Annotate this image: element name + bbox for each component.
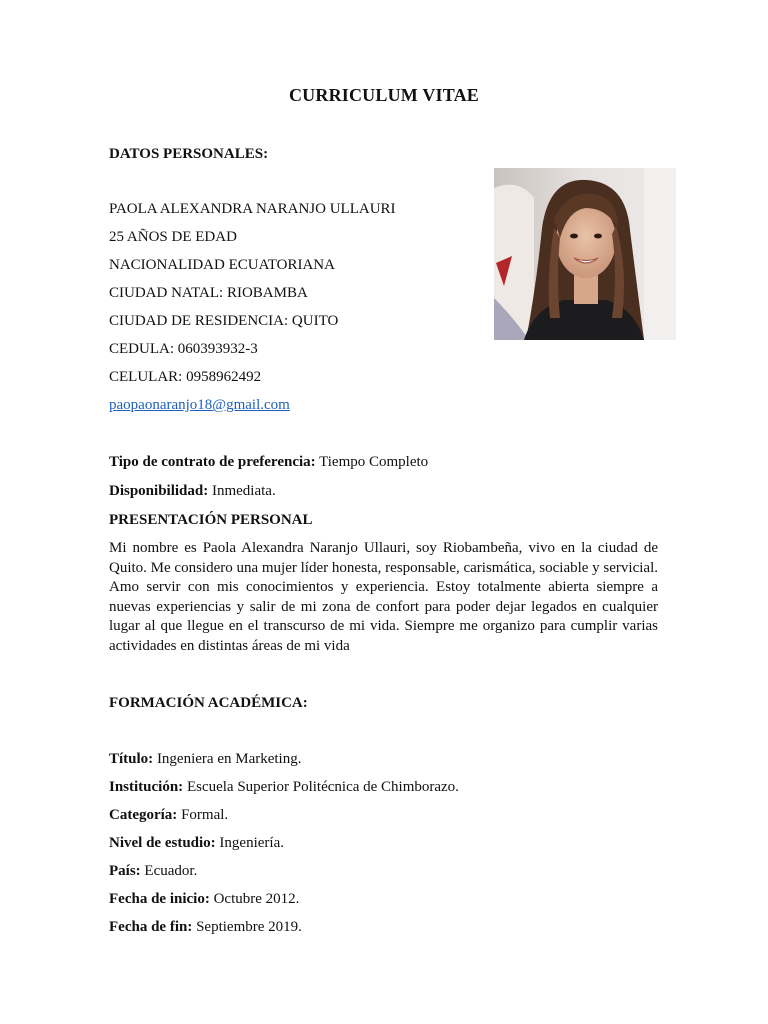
birth-city: CIUDAD NATAL: RIOBAMBA: [109, 285, 308, 301]
education-level: [109, 833, 284, 853]
contract-type-value: Tiempo Completo: [315, 454, 429, 470]
education-field-label: Fecha de fin:: [109, 919, 193, 935]
education-field-label: Fecha de inicio:: [109, 891, 210, 907]
education-field-label: Institución:: [109, 779, 184, 795]
education-field-label: Nivel de estudio:: [109, 835, 216, 851]
education-category: [109, 805, 228, 825]
full-name: PAOLA ALEXANDRA NARANJO ULLAURI: [109, 201, 396, 217]
education-field-value: Ingeniera en Marketing.: [153, 751, 302, 767]
presentation-text: Mi nombre es Paola Alexandra Naranjo Ullauri, soy Riobambeña, vivo en la ciudad de Quito. Me considero una mujer líder honesta, responsable, carismática, sociable y servicial. Amo servir con mis conocimientos y experiencia. Estoy totalmente abierta siempre a nuevas experiencias y salir de mi zona de confort para poder dejar legados en cualquier lugar al que llegue en el transcurso de mi vida. Siempre me organizo para cumplir varias actividades en distintas áreas de mi vida: [109, 540, 658, 654]
education-institution: [109, 777, 459, 797]
phone-number: CELULAR: 0958962492: [109, 369, 262, 385]
education-field-value: Formal.: [177, 807, 229, 823]
availability-label: Disponibilidad:: [109, 483, 209, 499]
presentation-heading: PRESENTACIÓN PERSONAL: [109, 512, 313, 528]
education-field-value: Ingeniería.: [215, 835, 284, 851]
contract-type: [109, 452, 428, 472]
education-field-value: Escuela Superior Politécnica de Chimborazo.: [183, 779, 459, 795]
education-field-value: Septiembre 2019.: [192, 919, 302, 935]
education-heading: FORMACIÓN ACADÉMICA:: [109, 695, 308, 711]
education-field-value: Ecuador.: [140, 863, 198, 879]
availability: [109, 481, 276, 501]
education-title: [109, 749, 301, 769]
nationality: NACIONALIDAD ECUATORIANA: [109, 257, 335, 273]
personal-data-heading: DATOS PERSONALES:: [109, 146, 269, 162]
education-field-label: Título:: [109, 751, 154, 767]
age: 25 AÑOS DE EDAD: [109, 229, 237, 245]
education-country: [109, 861, 197, 881]
education-start-date: [109, 889, 299, 909]
email-link[interactable]: paopaonaranjo18@gmail.com: [109, 397, 290, 413]
education-field-label: Categoría:: [109, 807, 178, 823]
contract-type-label: Tipo de contrato de preferencia:: [109, 454, 316, 470]
availability-value: Inmediata.: [208, 483, 276, 499]
education-field-label: País:: [109, 863, 141, 879]
education-field-value: Octubre 2012.: [209, 891, 300, 907]
page-title: CURRICULUM VITAE: [288, 85, 480, 105]
residence-city: CIUDAD DE RESIDENCIA: QUITO: [109, 313, 339, 329]
id-number: CEDULA: 060393932-3: [109, 341, 258, 357]
profile-photo-illustration: [494, 168, 676, 340]
education-end-date: [109, 917, 302, 937]
profile-photo: [494, 168, 676, 340]
